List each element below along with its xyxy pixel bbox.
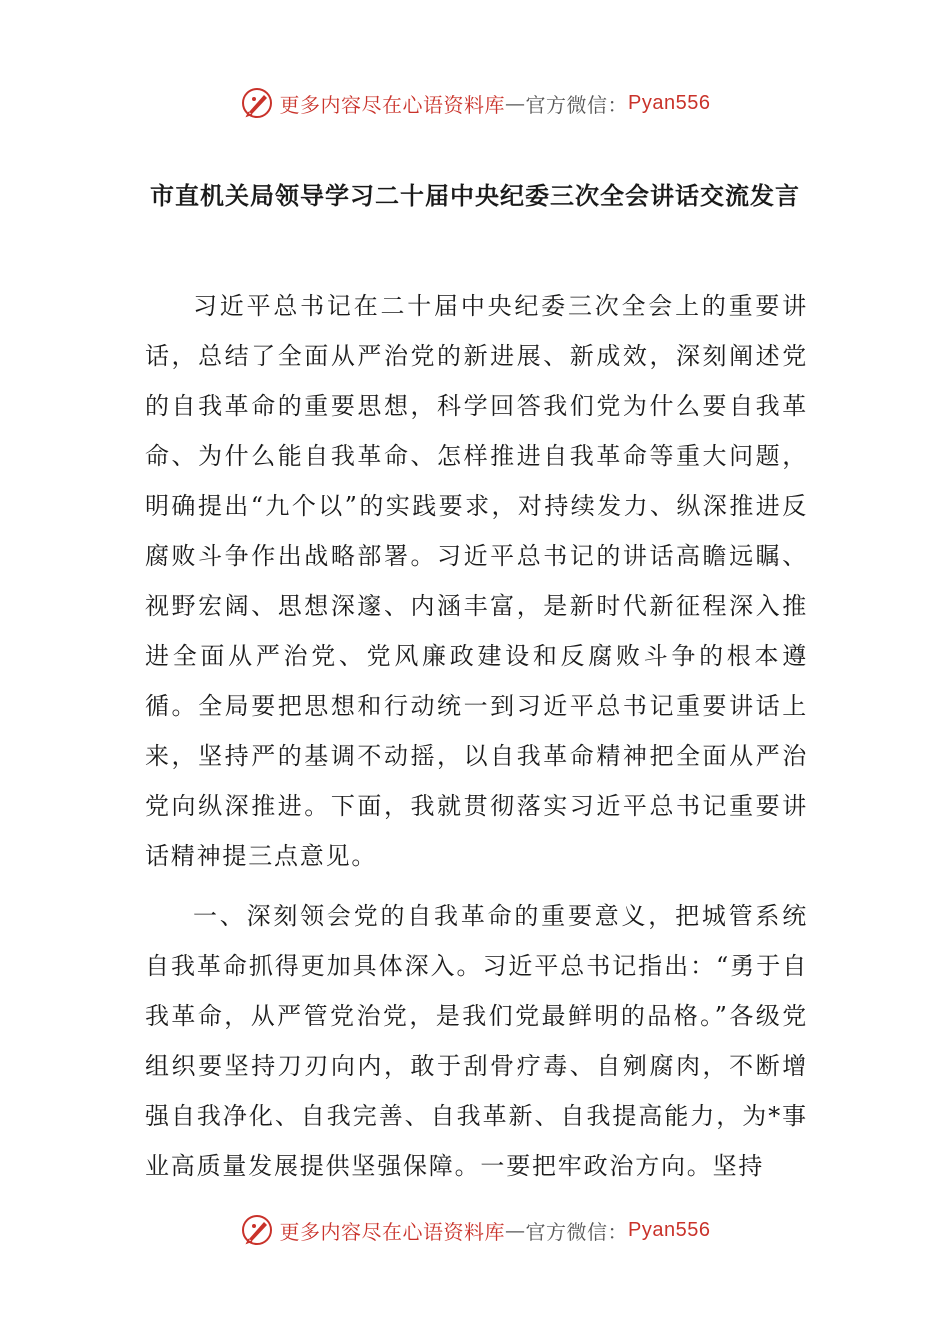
- document-body: [145, 281, 808, 1191]
- quill-pen-logo-icon: [240, 1213, 274, 1247]
- quill-pen-logo-icon: [240, 86, 274, 120]
- watermark-label: 官方微信：: [525, 92, 629, 117]
- watermark-header: [0, 83, 950, 123]
- watermark-wechat-id: Pyan556: [628, 1218, 711, 1241]
- watermark-separator: —: [505, 91, 526, 115]
- paragraph: 习近平总书记在二十届中央纪委三次全会上的重要讲话，总结了全面从严治党的新进展、新成效，深刻阐述党的自我革命的重要思想，科学回答我们党为什么要自我革命、为什么能自我革命、怎样推进自我革命等重大问题，明确提出“九个以”的实践要求，对持续发力、纵深推进反腐败斗争作出战略部署。习近平总书记的讲话高瞻远瞩、视野宏阔、思想深邃、内涵丰富，是新时代新征程深入推进全面从严治党、党风廉政建设和反腐败斗争的根本遵循。全局要把思想和行动统一到习近平总书记重要讲话上来，坚持严的基调不动摇，以自我革命精神把全面从严治党向纵深推进。下面，我就贯彻落实习近平总书记重要讲话精神提三点意见。: [145, 292, 808, 870]
- watermark-separator: —: [505, 1218, 526, 1242]
- paragraph: 一、深刻领会党的自我革命的重要意义，把城管系统自我革命抓得更加具体深入。习近平总书记指出：“勇于自我革命，从严管党治党，是我们党最鲜明的品格。”各级党组织要坚持刀刃向内，敢于刮骨疗毒、自剜腐肉，不断增强自我净化、自我完善、自我革新、自我提高能力，为*事业高质量发展提供坚强保障。一要把牢政治方向。坚持: [145, 902, 808, 1180]
- watermark-label: 官方微信：: [525, 1219, 629, 1244]
- watermark-footer: [0, 1210, 950, 1250]
- document-title: 市直机关局领导学习二十届中央纪委三次全会讲话交流发言: [150, 182, 800, 210]
- watermark-main-text: 更多内容尽在心语资料库: [279, 1219, 506, 1244]
- watermark-wechat-id: Pyan556: [628, 91, 711, 114]
- watermark-main-text: 更多内容尽在心语资料库: [279, 92, 506, 117]
